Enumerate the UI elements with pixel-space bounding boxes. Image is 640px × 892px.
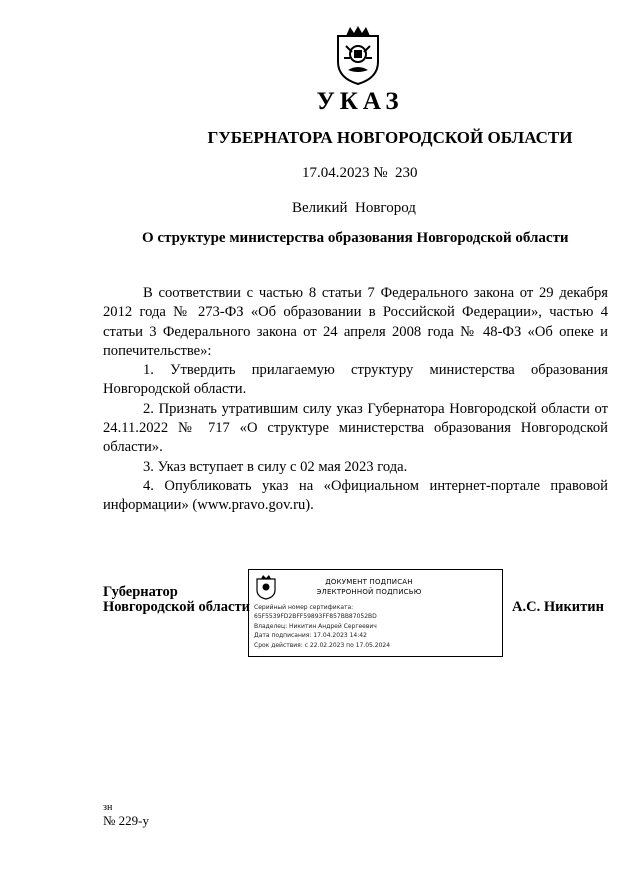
footer-initials: зн [103, 802, 113, 813]
document-title: О структуре министерства образования Новгородской области [142, 230, 569, 246]
signer-position-line2: Новгородской области [103, 599, 250, 615]
paragraph-item-4: 4. Опубликовать указ на «Официальном интернет-портале правовой информации» (www.pravo.gov.ru). [103, 477, 608, 514]
document-body [103, 284, 608, 516]
signer-position [103, 585, 250, 615]
paragraph-item-1: 1. Утвердить прилагаемую структуру министерства образования Новгородской области. [103, 362, 608, 398]
paragraph-item-3: 3. Указ вступает в силу с 02 мая 2023 года. [143, 458, 408, 475]
page-title: УКАЗ [316, 88, 404, 115]
footer-number: № 229-у [103, 813, 149, 828]
stamp-heading-2: ЭЛЕКТРОННОЙ ПОДПИСЬЮ [316, 588, 422, 596]
signed-date: Дата подписания: 17.04.2023 14:42 [254, 632, 367, 639]
place-line: Великий Новгород [292, 200, 416, 216]
coat-of-arms-small-icon [255, 574, 277, 600]
paragraph-item-2: 2. Признать утратившим силу указ Губернатора Новгородской области от 24.11.2022 № 717 «О структуре министерства образования Новгородской области». [103, 400, 608, 456]
cert-validity: Срок действия: с 22.02.2023 по 17.05.2024 [254, 642, 391, 649]
coat-of-arms-icon [332, 24, 384, 86]
electronic-signature-stamp [248, 569, 503, 657]
signer-position-line1: Губернатор [103, 584, 178, 600]
signer-name: А.С. Никитин [512, 599, 604, 615]
paragraph-preamble: В соответствии с частью 8 статьи 7 Федерального закона от 29 декабря 2012 года № 273-ФЗ «Об образовании в Российской Федерации», частью 4 статьи 3 Федерального закона от 24 апреля 2008 года № 48-ФЗ «Об опеке и попечительстве»: [103, 285, 608, 359]
cert-number: 65F5539FD2BFF59893FF857BB87052BD [254, 613, 377, 620]
issuer-title: ГУБЕРНАТОРА НОВГОРОДСКОЙ ОБЛАСТИ [207, 128, 573, 147]
footer [103, 801, 149, 827]
signer-owner: Владелец: Никитин Андрей Сергеевич [254, 623, 377, 630]
date-number-line: 17.04.2023 № 230 [302, 165, 418, 181]
stamp-heading-1: ДОКУМЕНТ ПОДПИСАН [325, 578, 413, 586]
cert-label: Серийный номер сертификата: [254, 604, 354, 611]
